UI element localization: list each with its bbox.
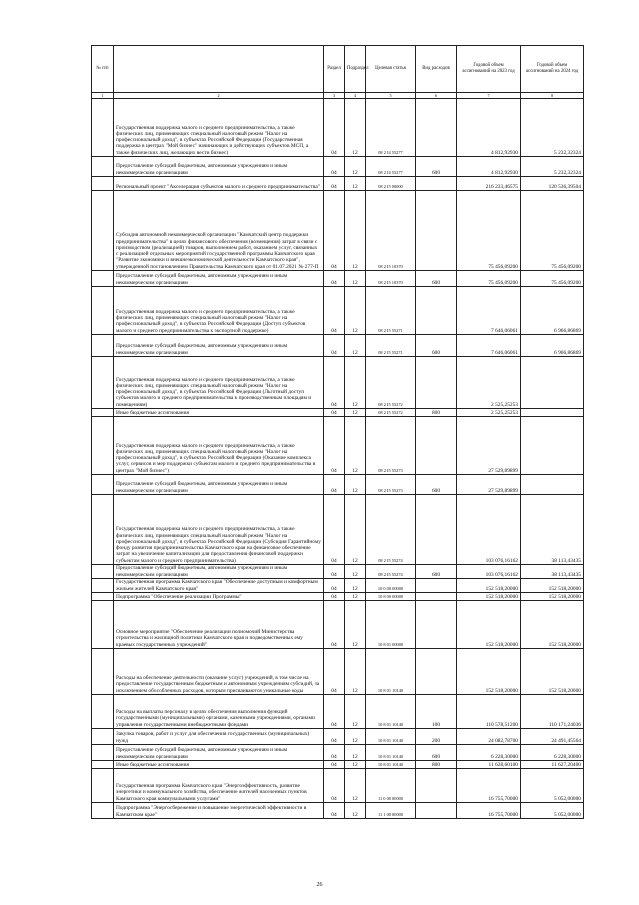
row-expense-type-cell (416, 579, 457, 593)
row-num-cell (92, 745, 114, 761)
table-row (92, 695, 584, 729)
row-name-cell: Государственная поддержка малого и среднего предпринимательства, а также физических лиц, применяющих специальный налоговый режим "Налог на профессиональный доход", в субъектах Российской Федерации (Льготный доступ субъектов малого и среднего предпринимательства к производственным площадям и помещениям) (114, 357, 324, 409)
row-num-cell (92, 803, 114, 819)
row-target-article-cell: 10 8 01 10140 (366, 729, 416, 745)
row-razdel-cell: 04 (324, 761, 345, 769)
column-number: 8 (521, 93, 584, 99)
row-amount-2023-cell: 2 525,25253 (457, 357, 521, 409)
row-num-cell (92, 99, 114, 157)
row-razdel-cell: 04 (324, 475, 345, 495)
table-row (92, 495, 584, 565)
row-amount-2024-cell: 5 232,32324 (521, 157, 584, 177)
row-expense-type-cell: 600 (416, 335, 457, 357)
row-amount-2023-cell: 4 812,92930 (457, 157, 521, 177)
row-podrazdel-cell: 12 (345, 495, 366, 565)
row-amount-2023-cell: 152 518,20000 (457, 601, 521, 649)
row-podrazdel-cell: 12 (345, 177, 366, 191)
row-target-article-cell: 10 8 00 00000 (366, 593, 416, 601)
row-podrazdel-cell: 12 (345, 729, 366, 745)
row-expense-type-cell: 200 (416, 729, 457, 745)
row-podrazdel-cell: 12 (345, 475, 366, 495)
row-name-cell: Предоставление субсидий бюджетным, автономным учреждениям и иным некоммерческим организациям (114, 745, 324, 761)
row-podrazdel-cell: 12 (345, 803, 366, 819)
row-razdel-cell: 04 (324, 565, 345, 579)
row-razdel-cell: 04 (324, 579, 345, 593)
row-podrazdel-cell: 12 (345, 593, 366, 601)
row-amount-2023-cell: 16 755,70000 (457, 803, 521, 819)
row-amount-2024-cell (521, 475, 584, 495)
row-num-cell (92, 475, 114, 495)
row-num-cell (92, 495, 114, 565)
row-razdel-cell: 04 (324, 177, 345, 191)
row-amount-2023-cell: 152 518,20000 (457, 593, 521, 601)
table-row (92, 157, 584, 177)
row-razdel-cell: 04 (324, 729, 345, 745)
row-target-article-cell: 08 2 I5 55272 (366, 357, 416, 409)
row-amount-2023-cell: 152 518,20000 (457, 579, 521, 593)
row-name-cell: Закупка товаров, работ и услуг для обеспечения государственных (муниципальных) нужд (114, 729, 324, 745)
row-num-cell (92, 579, 114, 593)
row-name-cell: Предоставление субсидий бюджетным, автономным учреждениям и иным некоммерческим организациям (114, 565, 324, 579)
row-amount-2023-cell: 152 518,20000 (457, 649, 521, 695)
row-amount-2023-cell: 27 529,89899 (457, 475, 521, 495)
row-podrazdel-cell: 12 (345, 745, 366, 761)
row-num-cell (92, 271, 114, 287)
row-expense-type-cell (416, 177, 457, 191)
row-amount-2023-cell: 103 076,16162 (457, 565, 521, 579)
row-podrazdel-cell: 12 (345, 287, 366, 335)
row-target-article-cell: 08 2 I5 55273 (366, 417, 416, 475)
row-name-cell: Предоставление субсидий бюджетным, автономным учреждениям и иным некоммерческим организациям (114, 475, 324, 495)
row-num-cell (92, 729, 114, 745)
row-name-cell: Региональный проект "Акселерация субъектов малого и среднего предпринимательства" (114, 177, 324, 191)
row-target-article-cell: 08 2 I5 55273 (366, 475, 416, 495)
table-row (92, 649, 584, 695)
row-name-cell: Расходы на обеспечение деятельности (оказание услуг) учреждений, в том числе на предоставление государственным бюджетным и автономным учреждениям субсидий, за исключением обособленных расходов, которым присваиваются уникальные коды (114, 649, 324, 695)
page-number: 26 (316, 882, 323, 888)
column-number: 1 (92, 93, 114, 99)
row-expense-type-cell: 800 (416, 761, 457, 769)
row-expense-type-cell: 600 (416, 271, 457, 287)
row-amount-2024-cell: 110 171,24036 (521, 695, 584, 729)
row-amount-2024-cell (521, 357, 584, 409)
row-amount-2024-cell: 6 966,86869 (521, 335, 584, 357)
row-razdel-cell: 04 (324, 601, 345, 649)
column-number: 5 (366, 93, 416, 99)
row-name-cell: Государственная поддержка малого и среднего предпринимательства, а также физических лиц, применяющих специальный налоговый режим "Налог на профессиональный доход", в субъектах Российской Федерации (Субсидия Гарантийному фонду развития предпринимательства Камчатского края на финансовое обеспечение затрат на увеличение капитализации для предоставления финансовой поддержки субъектам малого и среднего предпринимательства) (114, 495, 324, 565)
row-amount-2024-cell: 152 518,20000 (521, 579, 584, 593)
table-row (92, 271, 584, 287)
row-razdel-cell: 04 (324, 271, 345, 287)
table-row (92, 593, 584, 601)
row-target-article-cell: 10 8 01 10140 (366, 745, 416, 761)
row-name-cell: Предоставление субсидий бюджетным, автономным учреждениям и иным некоммерческим организациям (114, 335, 324, 357)
row-expense-type-cell (416, 649, 457, 695)
row-amount-2024-cell: 152 518,20000 (521, 649, 584, 695)
row-target-article-cell: 08 2 I5 55271 (366, 335, 416, 357)
row-expense-type-cell (416, 287, 457, 335)
row-podrazdel-cell: 12 (345, 271, 366, 287)
table-row (92, 191, 584, 271)
row-amount-2023-cell: 103 076,16162 (457, 495, 521, 565)
row-podrazdel-cell: 12 (345, 417, 366, 475)
budget-table-sheet (91, 45, 583, 819)
row-amount-2024-cell: 5 052,00000 (521, 803, 584, 819)
row-podrazdel-cell: 12 (345, 99, 366, 157)
table-row (92, 761, 584, 769)
row-num-cell (92, 157, 114, 177)
row-amount-2023-cell: 16 755,70000 (457, 769, 521, 803)
row-amount-2023-cell: 75 456,09200 (457, 271, 521, 287)
row-num-cell (92, 761, 114, 769)
row-amount-2024-cell: 6 966,86869 (521, 287, 584, 335)
row-target-article-cell: 08 2 I5 00000 (366, 177, 416, 191)
row-amount-2024-cell: 152 518,20000 (521, 593, 584, 601)
row-num-cell (92, 335, 114, 357)
row-num-cell (92, 177, 114, 191)
row-target-article-cell: 10 8 01 10140 (366, 761, 416, 769)
header-target-article: Целевая статья (366, 46, 416, 93)
row-podrazdel-cell: 12 (345, 357, 366, 409)
row-expense-type-cell (416, 99, 457, 157)
row-amount-2024-cell: 24 491,45564 (521, 729, 584, 745)
row-target-article-cell: 08 2 I4 55277 (366, 99, 416, 157)
row-expense-type-cell (416, 601, 457, 649)
row-num-cell (92, 287, 114, 335)
row-amount-2024-cell: 11 627,20400 (521, 761, 584, 769)
row-name-cell: Подпрограмма "Обеспечение реализации Программы" (114, 593, 324, 601)
row-num-cell (92, 601, 114, 649)
row-amount-2023-cell: 216 233,46575 (457, 177, 521, 191)
table-header-row (92, 46, 584, 93)
row-num-cell (92, 769, 114, 803)
row-razdel-cell: 04 (324, 649, 345, 695)
budget-table (91, 45, 584, 819)
row-name-cell: Субсидия автономной некоммерческой организации "Камчатский центр поддержки предпринимательства" в целях финансового обеспечения (возмещения) затрат в связи с производством (реализацией) товаров, выполнением работ, оказанием услуг, связанных с реализацией отдельных мероприятий государственной программы Камчатского края "Развитие экономики и внешнеэкономической деятельности Камчатского края", утвержденной постановлением Правительства Камчатского края от 01.07.2021 № 277-П (114, 191, 324, 271)
row-amount-2023-cell: 27 529,89899 (457, 417, 521, 475)
table-row (92, 769, 584, 803)
table-row (92, 177, 584, 191)
row-razdel-cell: 04 (324, 157, 345, 177)
row-name-cell: Государственная поддержка малого и среднего предпринимательства, а также физических лиц, применяющих специальный налоговый режим "Налог на профессиональный доход", в субъектах Российской Федерации (Оказание комплекса услуг, сервисов и мер поддержки субъектам малого и среднего предпринимательства в центрах "Мой бизнес") (114, 417, 324, 475)
row-podrazdel-cell: 12 (345, 191, 366, 271)
header-amount-2024: Годовой объем ассигнований на 2024 год (521, 46, 584, 93)
row-amount-2024-cell: 75 456,09200 (521, 191, 584, 271)
row-amount-2023-cell: 7 646,06061 (457, 287, 521, 335)
row-num-cell (92, 593, 114, 601)
table-row (92, 335, 584, 357)
row-name-cell: Государственная программа Камчатского края "Энергоэффективность, развитие энергетики и коммунального хозяйства, обеспечение жителей населенных пунктов Камчатского края коммунальными услугами" (114, 769, 324, 803)
row-target-article-cell: 08 2 I5 55274 (366, 565, 416, 579)
row-amount-2024-cell: 120 536,39504 (521, 177, 584, 191)
row-num-cell (92, 417, 114, 475)
row-target-article-cell: 11 1 00 00000 (366, 803, 416, 819)
row-target-article-cell: 08 2 I5 10370 (366, 191, 416, 271)
row-amount-2024-cell: 152 518,20000 (521, 601, 584, 649)
row-razdel-cell: 04 (324, 417, 345, 475)
row-podrazdel-cell: 12 (345, 649, 366, 695)
header-num: № п/п (92, 46, 114, 93)
row-target-article-cell: 08 2 I5 55271 (366, 287, 416, 335)
header-podrazdel: Подраздел (345, 46, 366, 93)
row-amount-2023-cell: 2 525,25253 (457, 409, 521, 417)
row-amount-2023-cell: 6 228,30000 (457, 745, 521, 761)
row-podrazdel-cell: 12 (345, 769, 366, 803)
row-podrazdel-cell: 12 (345, 409, 366, 417)
row-razdel-cell: 04 (324, 191, 345, 271)
row-num-cell (92, 409, 114, 417)
table-row (92, 579, 584, 593)
row-podrazdel-cell: 12 (345, 157, 366, 177)
table-row (92, 99, 584, 157)
row-podrazdel-cell: 12 (345, 335, 366, 357)
row-expense-type-cell: 600 (416, 745, 457, 761)
row-razdel-cell: 04 (324, 745, 345, 761)
row-expense-type-cell: 600 (416, 475, 457, 495)
row-name-cell: Государственная программа Камчатского края "Обеспечение доступным и комфортным жильем жителей Камчатского края" (114, 579, 324, 593)
row-name-cell: Государственная поддержка малого и среднего предпринимательства, а также физических лиц, применяющих специальный налоговый режим "Налог на профессиональный доход", в субъектах Российской Федерации (Государственная поддержка в центрах "Мой бизнес" начинающих и действующих субъектов МСП, а также физических лиц, желающих вести бизнес) (114, 99, 324, 157)
row-podrazdel-cell: 12 (345, 565, 366, 579)
row-num-cell (92, 649, 114, 695)
table-row (92, 601, 584, 649)
row-razdel-cell: 04 (324, 803, 345, 819)
row-name-cell: Предоставление субсидий бюджетным, автономным учреждениям и иным некоммерческим организациям (114, 271, 324, 287)
row-amount-2024-cell: 75 456,09200 (521, 271, 584, 287)
row-podrazdel-cell: 12 (345, 761, 366, 769)
row-name-cell: Подпрограмма "Энергосбережение и повышение энергетической эффективности в Камчатском крае" (114, 803, 324, 819)
row-target-article-cell: 10 8 01 10140 (366, 695, 416, 729)
row-target-article-cell: 10 0 00 00000 (366, 579, 416, 593)
row-name-cell: Государственная поддержка малого и среднего предпринимательства, а также физических лиц, применяющих специальный налоговый режим "Налог на профессиональный доход", в субъектах Российской Федерации (Доступ субъектов малого и среднего предпринимательства к экспортной поддержке) (114, 287, 324, 335)
column-number: 7 (457, 93, 521, 99)
row-razdel-cell: 04 (324, 357, 345, 409)
column-number: 4 (345, 93, 366, 99)
row-name-cell: Расходы на выплаты персоналу в целях обеспечения выполнения функций государственными (муниципальными) органами, казенными учреждениями, органами управления государственными внебюджетными фондами (114, 695, 324, 729)
row-amount-2023-cell: 110 578,51200 (457, 695, 521, 729)
row-amount-2023-cell: 11 628,60100 (457, 761, 521, 769)
row-target-article-cell: 08 2 I5 55274 (366, 495, 416, 565)
row-amount-2024-cell (521, 409, 584, 417)
row-expense-type-cell (416, 191, 457, 271)
row-razdel-cell: 04 (324, 769, 345, 803)
row-podrazdel-cell: 12 (345, 579, 366, 593)
row-name-cell: Иные бюджетные ассигнования (114, 761, 324, 769)
table-row (92, 729, 584, 745)
row-expense-type-cell: 600 (416, 565, 457, 579)
row-amount-2023-cell: 75 456,09200 (457, 191, 521, 271)
row-num-cell (92, 357, 114, 409)
row-razdel-cell: 04 (324, 335, 345, 357)
row-razdel-cell: 04 (324, 495, 345, 565)
table-row (92, 803, 584, 819)
row-razdel-cell: 04 (324, 287, 345, 335)
row-amount-2024-cell: 38 113,43435 (521, 495, 584, 565)
row-expense-type-cell: 600 (416, 157, 457, 177)
header-razdel: Раздел (324, 46, 345, 93)
table-row (92, 475, 584, 495)
row-amount-2024-cell: 5 052,00000 (521, 769, 584, 803)
row-razdel-cell: 04 (324, 593, 345, 601)
row-razdel-cell: 04 (324, 409, 345, 417)
row-target-article-cell: 10 8 01 10140 (366, 649, 416, 695)
row-name-cell: Предоставление субсидий бюджетным, автономным учреждениям и иным некоммерческим организациям (114, 157, 324, 177)
row-razdel-cell: 04 (324, 99, 345, 157)
row-target-article-cell: 08 2 I5 10370 (366, 271, 416, 287)
row-target-article-cell: 10 8 01 00000 (366, 601, 416, 649)
row-expense-type-cell: 100 (416, 695, 457, 729)
header-expense-type: Вид расходов (416, 46, 457, 93)
row-name-cell: Иные бюджетные ассигнования (114, 409, 324, 417)
header-amount-2023: Годовой объем ассигнований на 2023 год (457, 46, 521, 93)
table-row (92, 287, 584, 335)
row-expense-type-cell (416, 417, 457, 475)
table-row (92, 565, 584, 579)
row-expense-type-cell (416, 803, 457, 819)
row-amount-2024-cell: 5 232,32324 (521, 99, 584, 157)
row-num-cell (92, 695, 114, 729)
row-podrazdel-cell: 12 (345, 601, 366, 649)
table-row (92, 417, 584, 475)
row-num-cell (92, 565, 114, 579)
table-row (92, 745, 584, 761)
row-amount-2023-cell: 24 082,78700 (457, 729, 521, 745)
row-amount-2024-cell: 6 228,30000 (521, 745, 584, 761)
row-amount-2023-cell: 7 646,06061 (457, 335, 521, 357)
row-expense-type-cell: 800 (416, 409, 457, 417)
row-razdel-cell: 04 (324, 695, 345, 729)
row-name-cell: Основное мероприятие "Обеспечение реализации полномочий Министерства строительства и жилищной политики Камчатского края и подведомственных ему краевых государственных учреждений" (114, 601, 324, 649)
row-target-article-cell: 08 2 I5 55272 (366, 409, 416, 417)
row-amount-2024-cell: 38 113,43435 (521, 565, 584, 579)
row-target-article-cell: 08 2 I4 55277 (366, 157, 416, 177)
row-num-cell (92, 191, 114, 271)
row-expense-type-cell (416, 495, 457, 565)
row-expense-type-cell (416, 593, 457, 601)
column-number: 3 (324, 93, 345, 99)
table-row (92, 409, 584, 417)
row-expense-type-cell (416, 769, 457, 803)
header-name (114, 46, 324, 93)
row-amount-2024-cell (521, 417, 584, 475)
row-expense-type-cell (416, 357, 457, 409)
column-number: 2 (114, 93, 324, 99)
row-amount-2023-cell: 4 812,92930 (457, 99, 521, 157)
table-row (92, 357, 584, 409)
column-number: 6 (416, 93, 457, 99)
row-target-article-cell: 11 0 00 00000 (366, 769, 416, 803)
row-podrazdel-cell: 12 (345, 695, 366, 729)
